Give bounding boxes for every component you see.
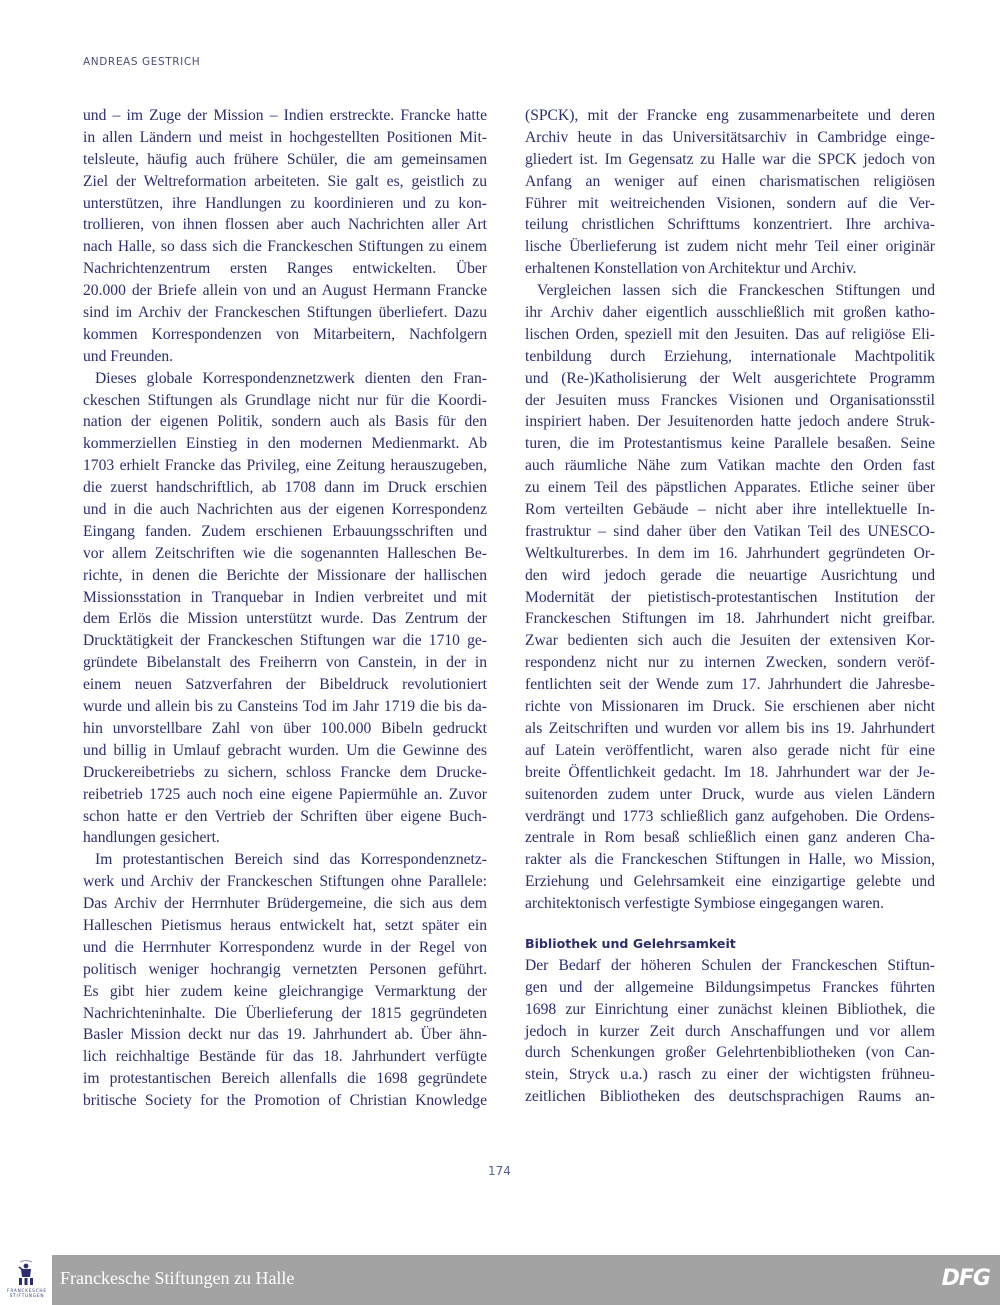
section-bibliothek — [525, 933, 935, 1108]
text-line: zeitlichen Bibliotheken des deutschsprachigen Raums an- — [525, 1088, 935, 1106]
text-line: Eingang fanden. Zudem erschienen Erbauungsschriften und — [83, 522, 487, 540]
text-line: breite Öffentlichkeit gedacht. Im 18. Jahrhundert war der Je- — [525, 763, 935, 781]
text-line: zu einem Teil des päpstlichen Apparates. Etliche seiner über — [525, 479, 935, 497]
text-line: teilung christlichen Schrifttums konzentriert. Ihre archiva- — [525, 216, 935, 234]
text-line: einem neuen Satzverfahren der Bibeldruck revolutioniert — [83, 676, 487, 694]
text-line: Erziehung und Gelehrsamkeit eine einzigartige gelebte und — [525, 873, 935, 891]
text-line: als Zeitschriften und wurden vor allem bis ins 19. Jahrhundert — [525, 719, 935, 737]
franckesche-stiftungen-logo — [0, 1255, 52, 1305]
text-line: Archiv heute in das Universitätsarchiv in Cambridge einge- — [525, 128, 935, 146]
text-line: unterstützen, ihre Handlungen zu koordinieren und zu kon- — [83, 194, 487, 212]
paragraph — [83, 849, 487, 1112]
text-line: Basler Mission deckt nur das 19. Jahrhundert ab. Über ähn- — [83, 1026, 487, 1044]
text-line: trollieren, von ihnen flossen aber auch Nachrichten aller Art — [83, 216, 487, 234]
text-line: verdrängt und 1773 schließlich ganz aufgehoben. Die Ordens- — [525, 807, 935, 825]
text-line: gen und der allgemeine Bildungsimpetus Franckes führten — [525, 978, 935, 996]
text-line: auf Latein veröffentlicht, waren also gerade nicht für eine — [525, 741, 935, 759]
text-line: rakter als die Franckeschen Stiftungen in Halle, wo Mission, — [525, 851, 935, 869]
text-line: Weltkulturerbes. In dem im 16. Jahrhundert gegründeten Or- — [525, 544, 935, 562]
logo-text-line2: STIFTUNGEN — [9, 1293, 45, 1298]
text-line: den wird jedoch gerade die neuartige Ausrichtung und — [525, 566, 935, 584]
text-line: nation der eigenen Politik, sondern auch als Basis für den — [83, 413, 487, 431]
text-line: Der Bedarf der höheren Schulen der Franckeschen Stiftun- — [525, 956, 935, 974]
text-line: frastruktur – sind daher über den Vatikan Teil des UNESCO- — [525, 522, 935, 540]
text-line: Das Archiv der Herrnhuter Brüdergemeine, die sich aus dem — [83, 895, 487, 913]
text-line: in allen Ländern und meist in hochgestellten Positionen Mit- — [83, 128, 487, 146]
text-line: ihr Archiv daher eigentlich ausschließlich mit großen katho- — [525, 304, 935, 322]
paragraph — [83, 368, 487, 850]
text-line: schon hatte er den Vertrieb der Schriften über eigene Buch- — [83, 807, 487, 825]
text-line: ckeschen Stiftungen als Grundlage nicht nur für die Koordi- — [83, 391, 487, 409]
left-column — [83, 105, 487, 1112]
text-line: Es gibt hier zudem keine gleichrangige Vermarktung der — [83, 982, 487, 1000]
text-line: lischen Orden, speziell mit den Jesuiten. Das auf religiöse Eli- — [525, 325, 935, 343]
text-line: suitenorden zudem unter Druck, wurde aus vielen Ländern — [525, 785, 935, 803]
dfg-logo: DFG — [941, 1266, 990, 1291]
text-line: gliedert ist. Im Gegensatz zu Halle war die SPCK jedoch von — [525, 150, 935, 168]
text-line: Druckereibetriebs zu sichern, schloss Francke dem Drucke- — [83, 763, 487, 781]
paragraph — [83, 105, 487, 368]
text-line: vor allem Zeitschriften wie die sogenannten Halleschen Be- — [83, 544, 487, 562]
paragraph — [525, 105, 935, 280]
text-line: zentrale in Rom besaß schließlich einen ganz anderen Cha- — [525, 829, 935, 847]
text-line: lich reichhaltige Bestände für das 18. Jahrhundert verfügte — [83, 1048, 487, 1066]
text-line: im protestantischen Bereich allenfalls die 1698 gegründete — [83, 1070, 487, 1088]
text-line: lische Überlieferung ist zudem nicht mehr Teil einer originär — [525, 238, 935, 256]
text-line: inspiriert haben. Der Jesuitenorden hatte jedoch andere Struk- — [525, 413, 935, 431]
text-line: britische Society for the Promotion of Christian Knowledge — [83, 1092, 487, 1110]
running-head-author: ANDREAS GESTRICH — [83, 56, 201, 68]
text-line: Drucktätigkeit der Franckeschen Stiftungen war die 1710 ge- — [83, 632, 487, 650]
text-line: auch räumliche Nähe zum Vatikan machte den Orden fast — [525, 457, 935, 475]
text-line: dem Erlös die Mission unterstützt wurde. Das Zentrum der — [83, 610, 487, 628]
text-line: fentlichten seit der Wende zum 17. Jahrhundert die Jahresbe- — [525, 676, 935, 694]
text-line: Zwar bedienten sich auch die Jesuiten der extensiven Kor- — [525, 632, 935, 650]
logo-text-line1: FRANCKESCHE — [7, 1288, 47, 1293]
page-number: 174 — [488, 1164, 511, 1178]
text-line: tenbildung durch Erziehung, internationale Machtpolitik — [525, 347, 935, 365]
text-line: hin unvorstellbare Zahl von über 100.000 Bibeln gedruckt — [83, 719, 487, 737]
text-line: und – im Zuge der Mission – Indien erstreckte. Francke hatte — [83, 107, 487, 124]
text-line: 1703 erhielt Francke das Privileg, eine Zeitung herauszugeben, — [83, 457, 487, 475]
text-line: und (Re-)Katholisierung der Welt ausgerichtete Programm — [525, 369, 935, 387]
footer-title: Franckesche Stiftungen zu Halle — [60, 1268, 295, 1288]
text-line: werk und Archiv der Franckeschen Stiftungen ohne Parallele: — [83, 873, 487, 891]
text-line: richte, in denen die Berichte der Missionare der hallischen — [83, 566, 487, 584]
text-line: turen, die im Protestantismus keine Parallele besaßen. Seine — [525, 435, 935, 453]
text-line: handlungen gesichert. — [83, 829, 220, 847]
text-line: und die Herrnhuter Korrespondenz wurde in der Regel von — [83, 938, 487, 956]
text-line: reibetrieb 1725 auch noch eine eigene Papiermühle an. Zuvor — [83, 785, 487, 803]
text-line: (SPCK), mit der Francke eng zusammenarbeitete und deren — [525, 107, 935, 124]
text-line: erhaltenen Konstellation von Architektur und Archiv. — [525, 260, 857, 278]
right-column — [525, 105, 935, 1108]
text-line: nach Halle, so dass sich die Franckeschen Stiftungen zu einem — [83, 238, 487, 256]
text-line: telsleute, häufig auch frühere Schüler, die am gemeinsamen — [83, 150, 487, 168]
text-line: Modernität der pietistisch-protestantischen Institution der — [525, 588, 935, 606]
text-line: und in die auch Nachrichten aus der eigenen Korrespondenz — [83, 501, 487, 519]
text-line: sind im Archiv der Franckeschen Stiftungen überliefert. Dazu — [83, 304, 487, 322]
text-line: gründete Bibelanstalt des Freiherrn von Canstein, in der in — [83, 654, 487, 672]
footer — [0, 1255, 1000, 1305]
text-line: Nachrichtenzentrum ersten Ranges entwickelten. Über — [83, 260, 487, 278]
text-line: 1698 zur Einrichtung einer zunächst kleinen Bibliothek, die — [525, 1000, 935, 1018]
text-line: Halleschen Pietismus heraus entwickelt hat, setzt später ein — [83, 916, 487, 934]
text-line: Rom verteilten Gebäude – nicht aber ihre intellektuelle In- — [525, 501, 935, 519]
orphanage-logo-icon — [17, 1259, 35, 1287]
text-line: und Freunden. — [83, 347, 174, 365]
text-line: Franckeschen Stiftungen im 18. Jahrhundert nicht greifbar. — [525, 610, 935, 628]
text-line: Ziel der Weltreformation arbeiteten. Sie galt es, geistlich zu — [83, 172, 487, 190]
text-line: Vergleichen lassen sich die Franckeschen Stiftungen und — [537, 282, 935, 300]
text-line: politisch weniger hochrangig vernetzten Personen geführt. — [83, 960, 487, 978]
text-line: der Jesuiten muss Franckes Visionen und Organisationsstil — [525, 391, 935, 409]
paragraph — [525, 280, 935, 915]
text-line: Dieses globale Korrespondenznetzwerk dienten den Fran- — [95, 369, 487, 387]
text-line: Führer mit weitreichenden Visionen, sondern auf die Ver- — [525, 194, 935, 212]
footer-bar — [52, 1255, 1000, 1305]
text-line: durch Schenkungen großer Gelehrtenbibliotheken (von Can- — [525, 1044, 935, 1062]
text-line: respondenz nicht nur zu internen Zwecken, sondern veröf- — [525, 654, 935, 672]
text-line: Missionsstation in Tranquebar in Indien verbreitet und mit — [83, 588, 487, 606]
text-line: Nachrichteninhalte. Die Überlieferung der 1815 gegründeten — [83, 1004, 487, 1022]
text-line: wurde und allein bis zu Cansteins Tod im Jahr 1719 die bis da- — [83, 698, 487, 716]
section-spacer — [525, 915, 935, 933]
text-line: jedoch in kurzer Zeit durch Anschaffungen und vor allem — [525, 1022, 935, 1040]
text-line: richte von Missionaren im Druck. Sie erschienen aber nicht — [525, 698, 935, 716]
text-line: Im protestantischen Bereich sind das Korrespondenznetz- — [95, 851, 487, 869]
text-line: kommen Korrespondenzen von Mitarbeitern, Nachfolgern — [83, 325, 487, 343]
section-heading: Bibliothek und Gelehrsamkeit — [525, 935, 736, 951]
text-line: stein, Stryck u.a.) rasch zu einer der wichtigsten frühneu- — [525, 1066, 935, 1084]
text-line: architektonisch verfestigte Symbiose eingegangen waren. — [525, 895, 884, 913]
text-line: und billig in Umlauf gebracht wurden. Um die Gewinne des — [83, 741, 487, 759]
text-line: kommerziellen Einstieg in den modernen Medienmarkt. Ab — [83, 435, 487, 453]
text-line: 20.000 der Briefe allein von und an August Hermann Francke — [83, 282, 487, 300]
text-line: die zuerst handschriftlich, ab 1708 dann im Druck erschien — [83, 479, 487, 497]
text-line: Anfang an weniger auf einen charismatischen religiösen — [525, 172, 935, 190]
